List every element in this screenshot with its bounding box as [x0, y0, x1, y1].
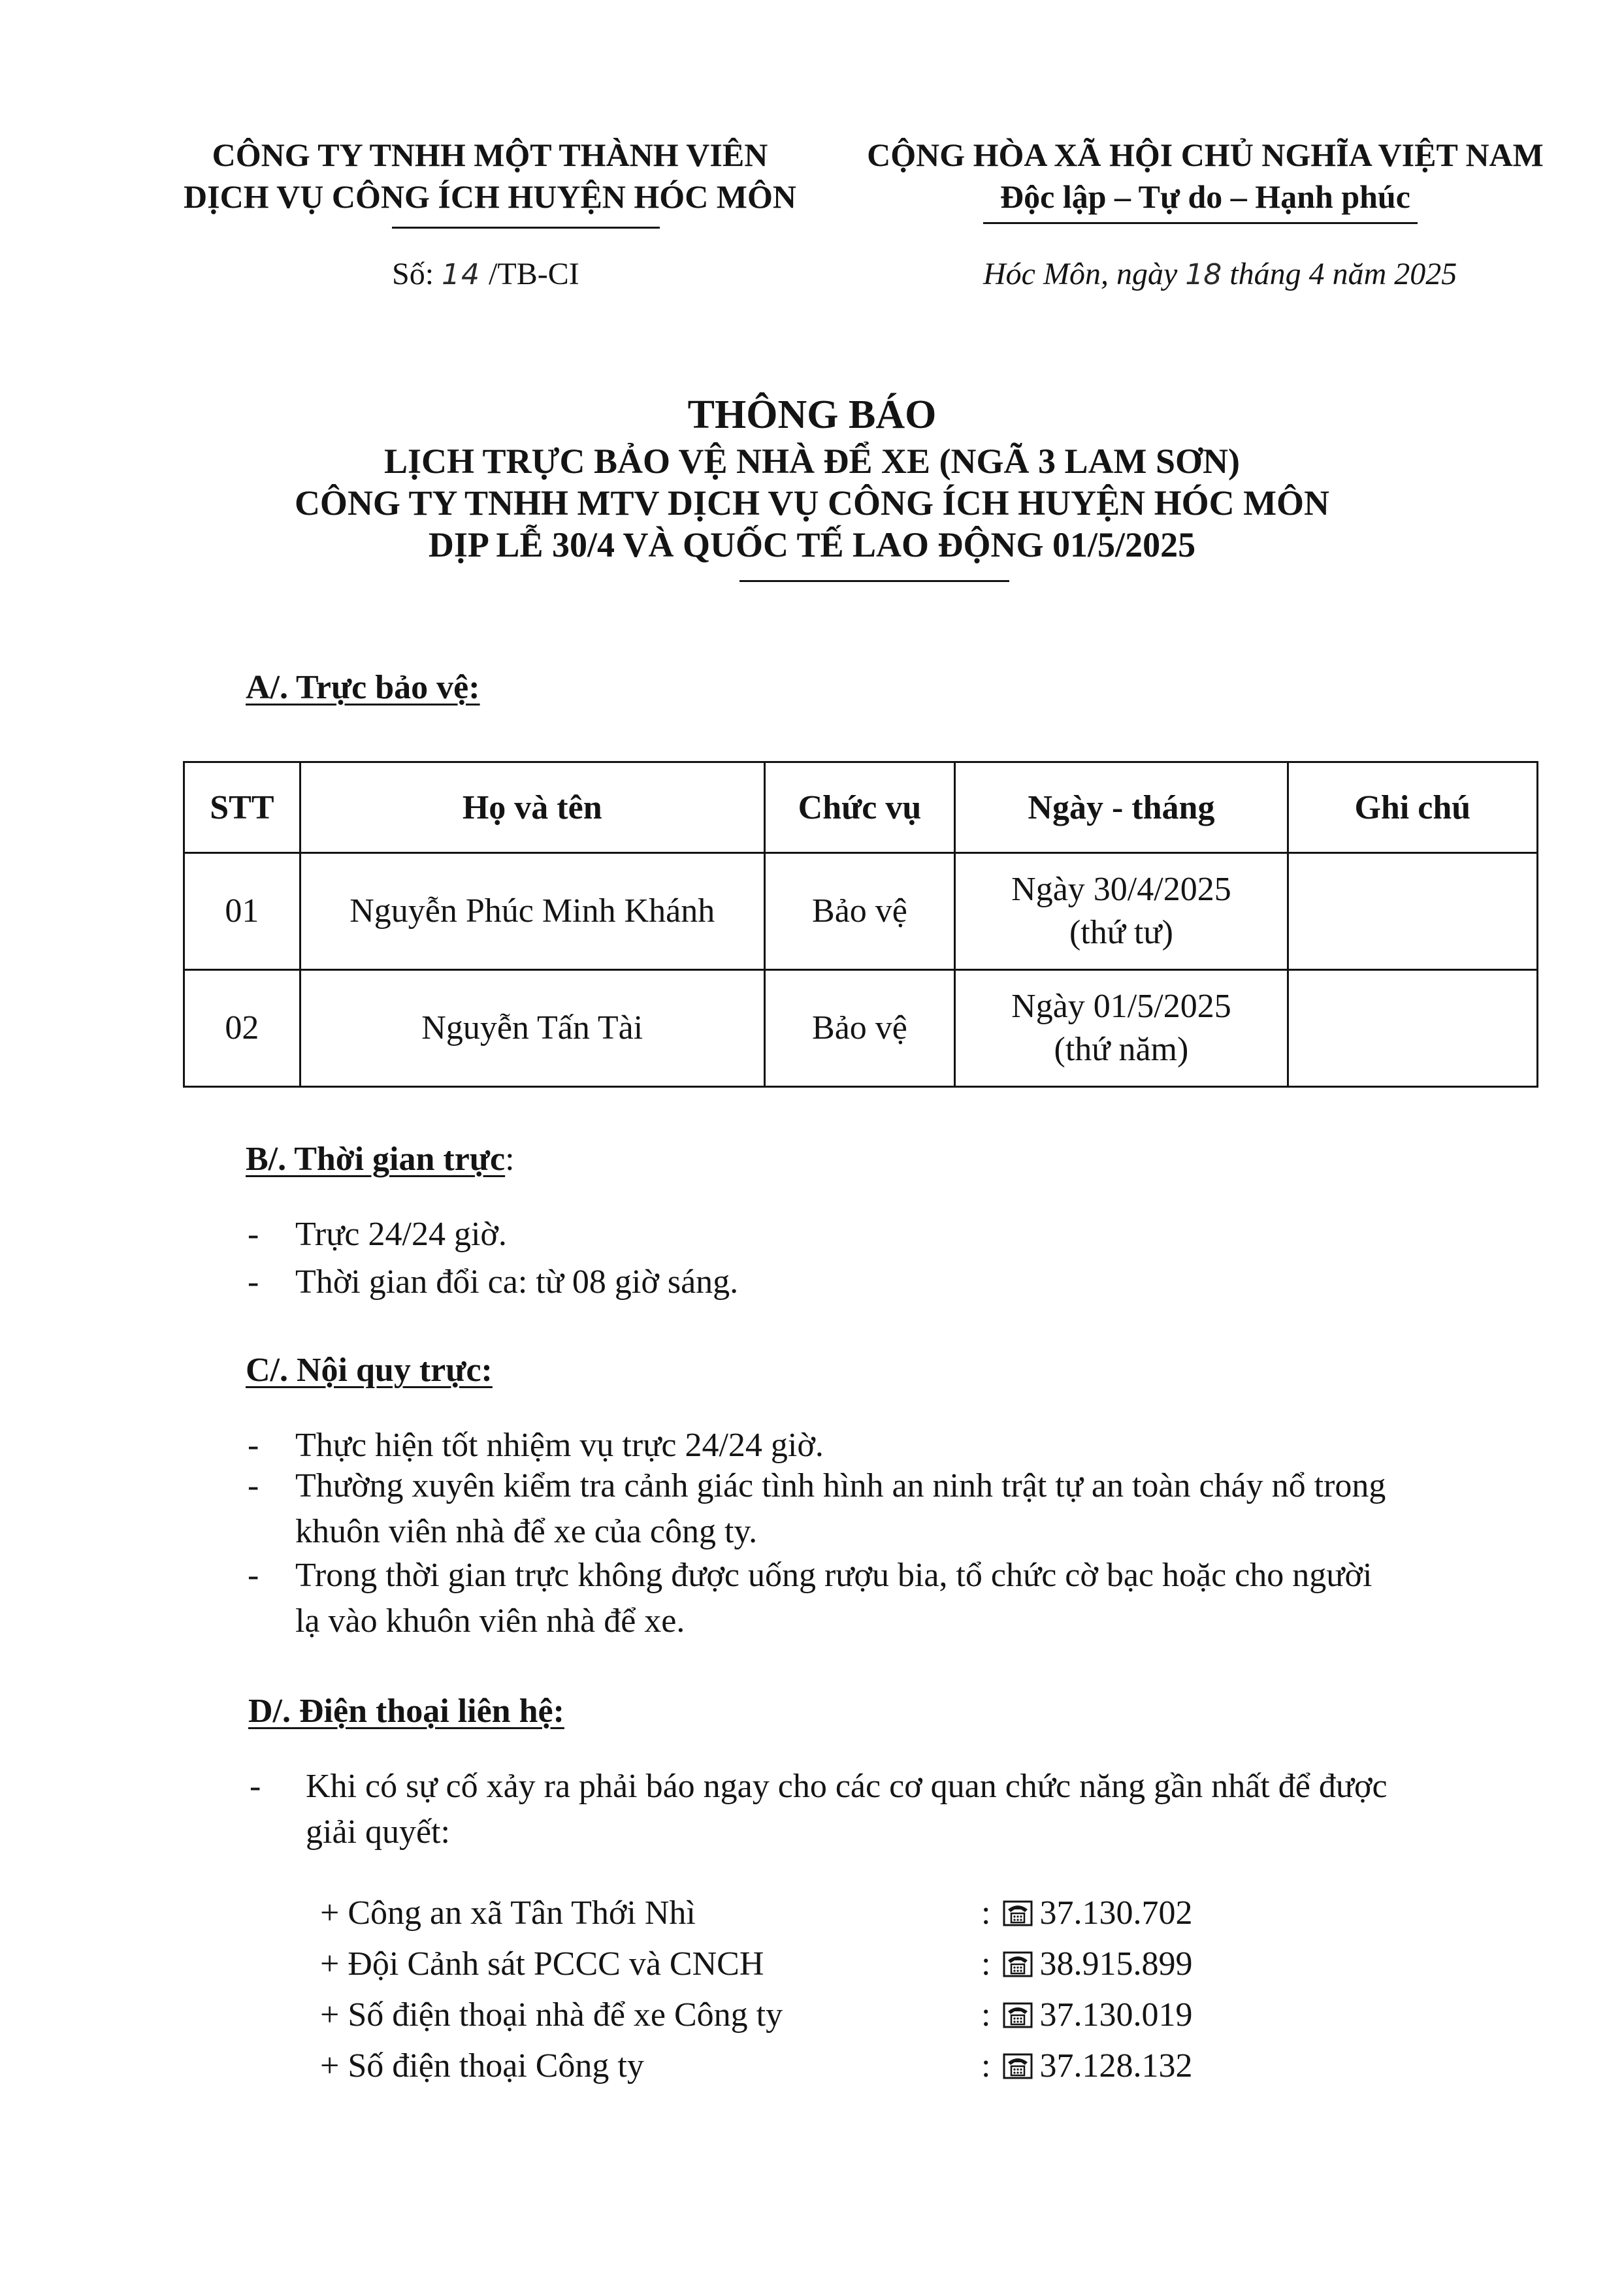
col-header-name: Họ và tên	[300, 762, 764, 853]
list-item: - Thực hiện tốt nhiệm vụ trực 24/24 giờ.	[248, 1427, 824, 1464]
phone-number: 37.130.702	[1039, 1894, 1193, 1932]
doc-number-handwritten: 14	[442, 258, 481, 291]
issuer-line-2: DỊCH VỤ CÔNG ÍCH HUYỆN HÓC MÔN	[184, 178, 796, 215]
title-line-1: THÔNG BÁO	[687, 393, 937, 437]
doc-number-suffix: /TB-CI	[489, 257, 579, 291]
telephone-icon	[1003, 2002, 1033, 2028]
issuer-line-1: CÔNG TY TNHH MỘT THÀNH VIÊN	[212, 137, 768, 173]
document-title	[0, 389, 1624, 566]
cell-name: Nguyễn Tấn Tài	[300, 970, 764, 1087]
list-item: - Khi có sự cố xảy ra phải báo ngay cho các cơ quan chức năng gần nhất để được giải quyết:	[250, 1768, 1388, 1851]
title-underline	[739, 580, 1009, 582]
cell-name: Nguyễn Phúc Minh Khánh	[300, 853, 764, 970]
col-header-role: Chức vụ	[764, 762, 955, 853]
document-date	[983, 256, 1457, 292]
col-header-stt: STT	[184, 762, 300, 853]
section-b-heading: B/. Thời gian trực:	[246, 1141, 515, 1178]
table-row	[184, 853, 1538, 970]
cell-date-line-1: Ngày 01/5/2025	[1011, 988, 1231, 1025]
document-number	[392, 256, 579, 292]
phone-number: 38.915.899	[1039, 1945, 1193, 1983]
issuer-block	[176, 134, 804, 218]
national-name: CỘNG HÒA XÃ HỘI CHỦ NGHĨA VIỆT NAM	[867, 137, 1544, 173]
issuer-divider	[392, 227, 660, 229]
cell-date-line-1: Ngày 30/4/2025	[1011, 871, 1231, 908]
section-c-heading: C/. Nội quy trực:	[246, 1352, 493, 1389]
cell-date	[955, 970, 1288, 1087]
col-header-date: Ngày - tháng	[955, 762, 1288, 853]
title-line-2: LỊCH TRỰC BẢO VỆ NHÀ ĐỂ XE (NGÃ 3 LAM SƠN)	[383, 442, 1241, 481]
telephone-icon	[1003, 1900, 1033, 1926]
cell-note	[1288, 970, 1537, 1087]
table-header-row	[184, 762, 1538, 853]
section-a-heading: A/. Trực bảo vệ:	[246, 669, 480, 706]
national-motto-block	[843, 134, 1568, 218]
list-item: - Trực 24/24 giờ.	[248, 1216, 507, 1253]
phone-number: 37.130.019	[1039, 1996, 1193, 2034]
cell-note	[1288, 853, 1537, 970]
cell-stt: 02	[184, 970, 300, 1087]
cell-date-line-2: (thứ năm)	[1054, 1031, 1189, 1068]
doc-number-prefix: Số:	[392, 257, 434, 291]
telephone-icon	[1003, 2053, 1033, 2079]
cell-stt: 01	[184, 853, 300, 970]
phone-list: + Công an xã Tân Thới Nhì : 37.130.702 + Đội Cảnh sát PCCC và CNCH : 38.915.899 + Số điện thoại nhà để xe Công ty : 37.130.019 + Số điện thoại Công ty : 37.128.132	[320, 1894, 1193, 2084]
list-item: - Trong thời gian trực không được uống rượu bia, tổ chức cờ bạc hoặc cho người lạ vào khuôn viên nhà để xe.	[248, 1557, 1372, 1640]
phone-number: 37.128.132	[1039, 2047, 1193, 2084]
date-day-handwritten: 18	[1185, 258, 1222, 291]
date-prefix: Hóc Môn, ngày	[983, 257, 1178, 291]
motto-divider	[983, 222, 1418, 224]
cell-date-line-2: (thứ tư)	[1069, 914, 1173, 951]
title-line-3: CÔNG TY TNHH MTV DỊCH VỤ CÔNG ÍCH HUYỆN HÓC MÔN	[294, 483, 1330, 523]
cell-role: Bảo vệ	[764, 853, 955, 970]
telephone-icon	[1003, 1951, 1033, 1977]
section-d-heading: D/. Điện thoại liên hệ:	[248, 1693, 564, 1730]
cell-role: Bảo vệ	[764, 970, 955, 1087]
cell-date	[955, 853, 1288, 970]
duty-roster-table	[183, 761, 1538, 1088]
table-row	[184, 970, 1538, 1087]
col-header-note: Ghi chú	[1288, 762, 1537, 853]
list-item: - Thời gian đổi ca: từ 08 giờ sáng.	[248, 1263, 739, 1301]
date-suffix: tháng 4 năm 2025	[1229, 257, 1457, 291]
list-item: - Thường xuyên kiểm tra cảnh giác tình hình an ninh trật tự an toàn cháy nổ trong khuôn viên nhà để xe của công ty.	[248, 1467, 1386, 1550]
national-motto: Độc lập – Tự do – Hạnh phúc	[1000, 178, 1410, 215]
title-line-4: DỊP LỄ 30/4 VÀ QUỐC TẾ LAO ĐỘNG 01/5/2025	[428, 525, 1196, 564]
